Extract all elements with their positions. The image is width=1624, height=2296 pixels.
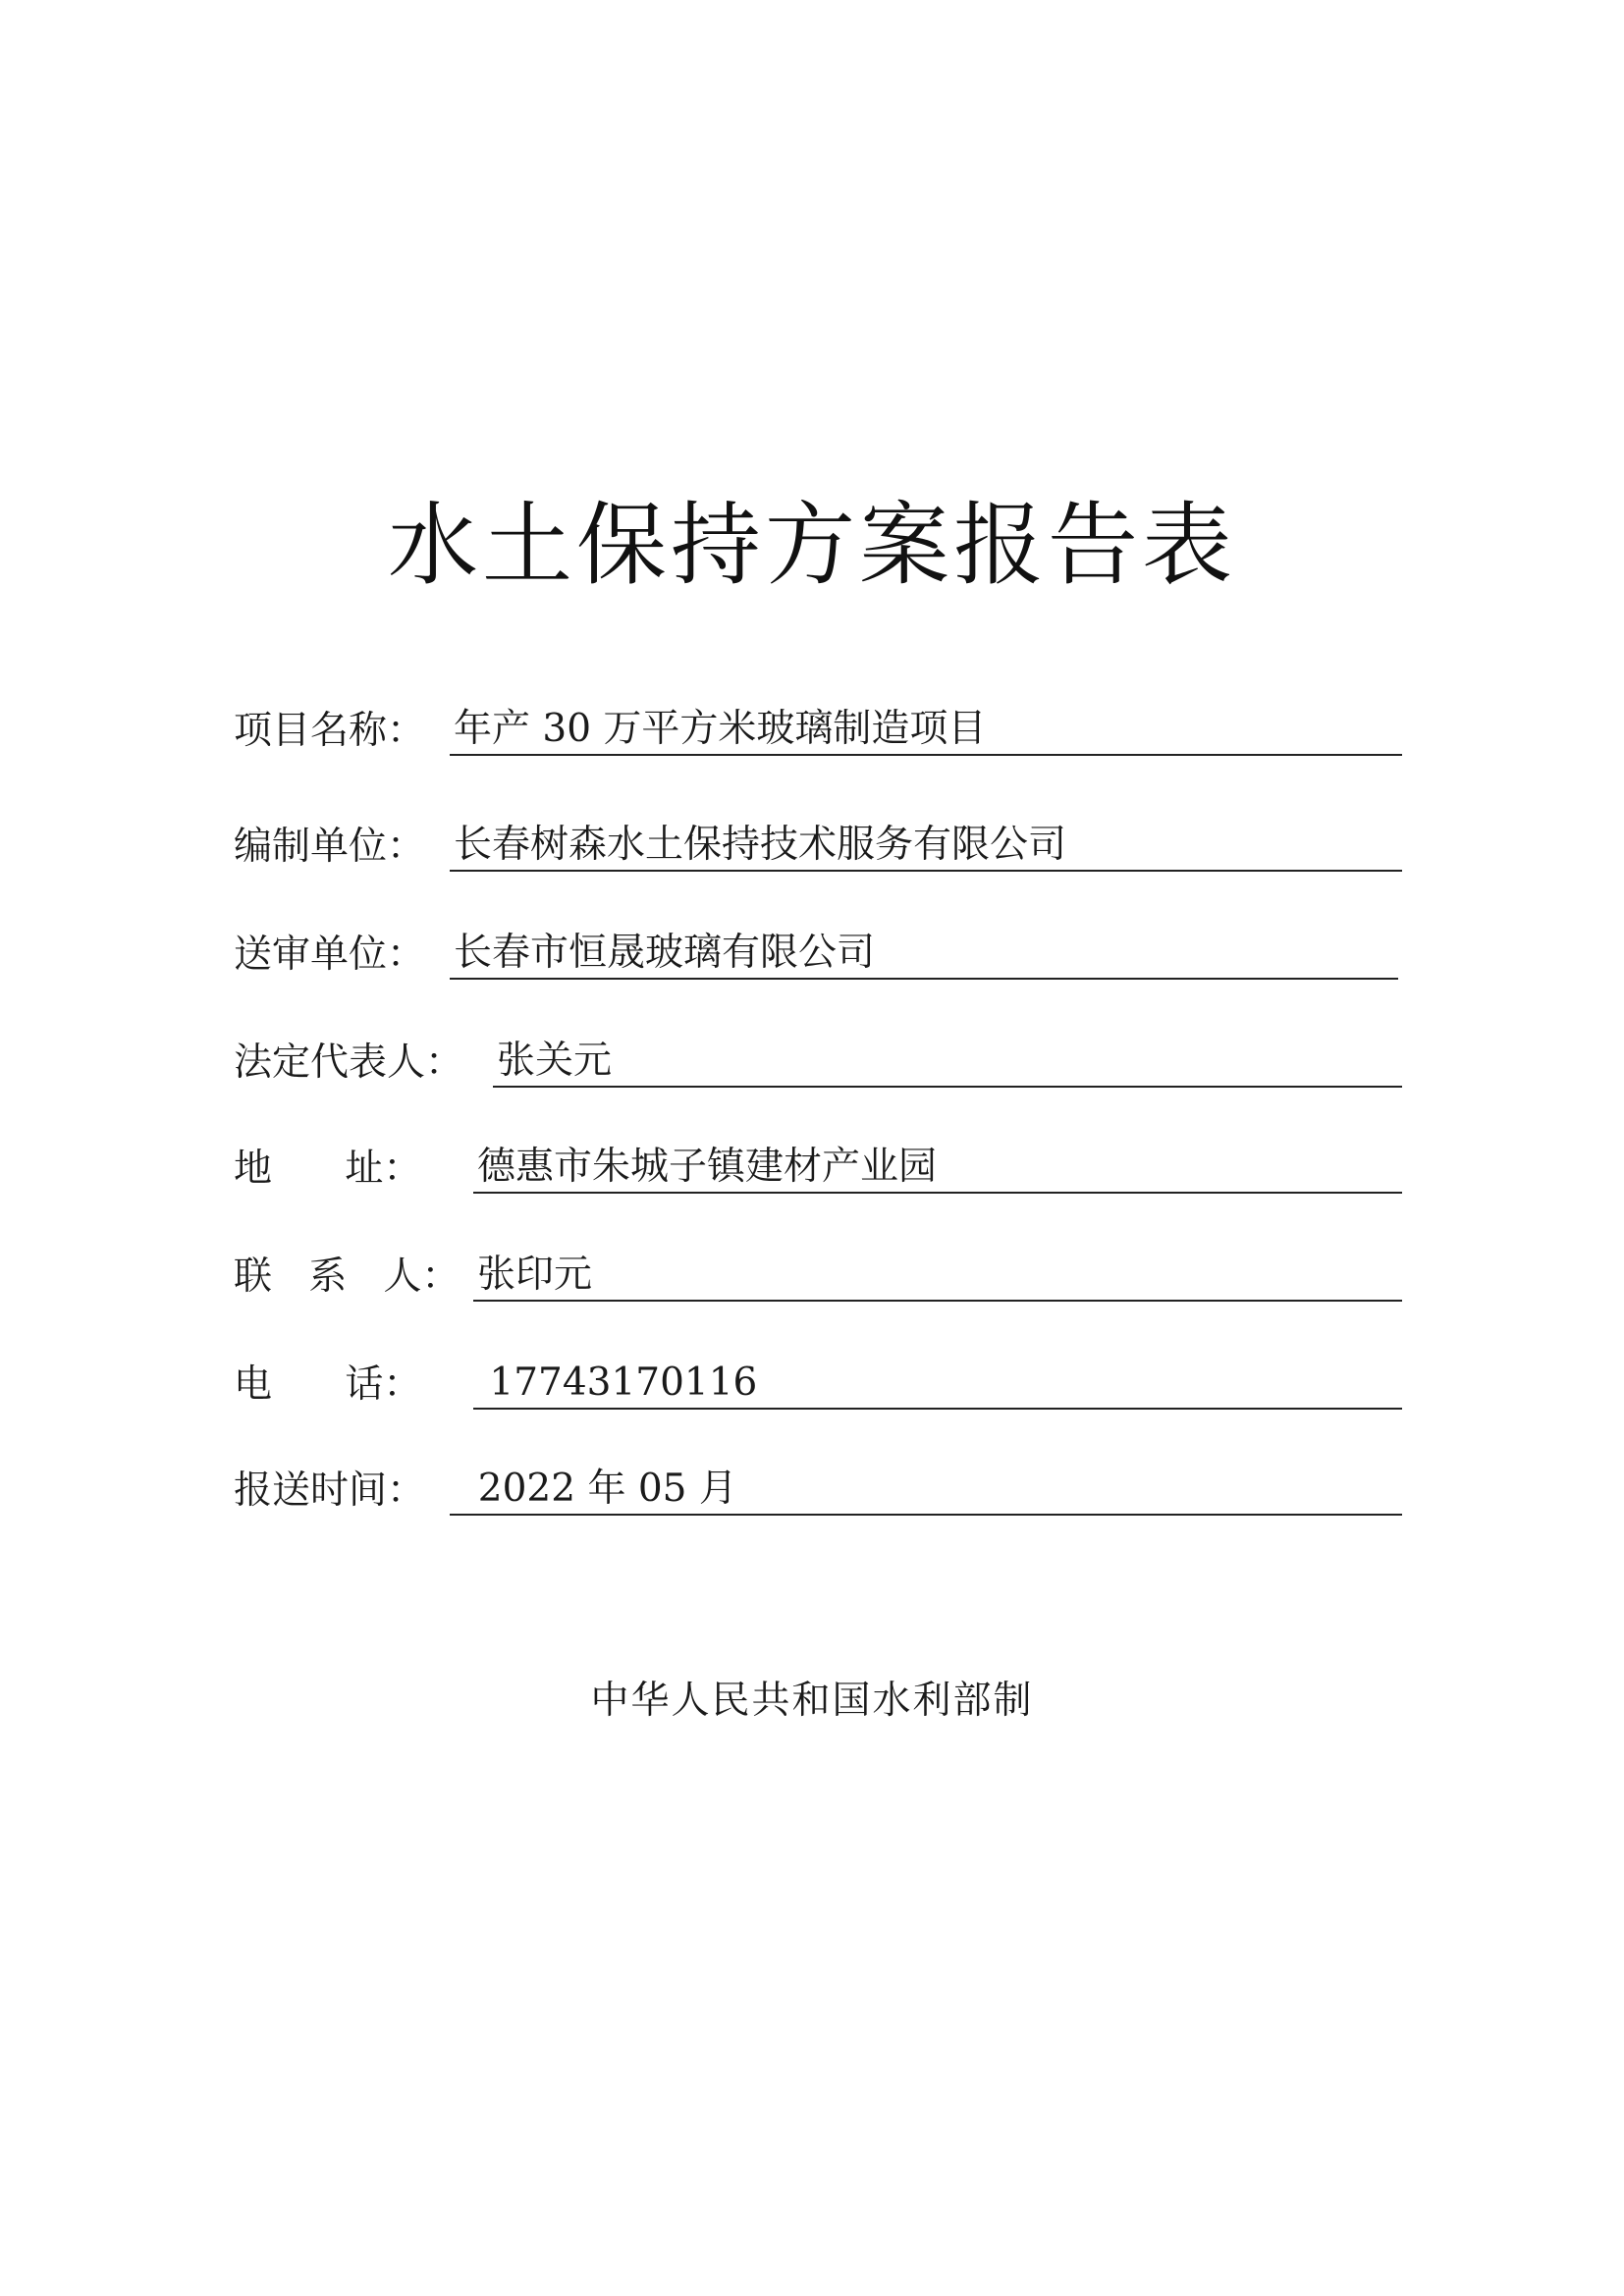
field-value: 年产 30 万平方米玻璃制造项目: [454, 707, 987, 751]
field-telephone: [234, 1361, 1402, 1410]
field-submitting-unit: [234, 931, 1402, 980]
field-address: [234, 1145, 1402, 1194]
field-value-line: [450, 929, 1398, 980]
field-label: 电 话：: [234, 1362, 422, 1407]
document-title: 水土保持方案报告表: [387, 493, 1236, 598]
field-legal-representative: [234, 1039, 1402, 1088]
field-value: 张印元: [477, 1253, 593, 1297]
field-label: 法定代表人：: [234, 1041, 464, 1085]
issuing-authority: 中华人民共和国水利部制: [590, 1679, 1034, 1723]
field-label: 送审单位：: [234, 933, 426, 977]
field-compiling-unit: [234, 823, 1402, 872]
field-value: 2022 年 05 月: [454, 1467, 737, 1511]
field-value-line: [473, 1143, 1402, 1194]
field-contact-person: [234, 1253, 1402, 1302]
field-value: 张关元: [497, 1039, 613, 1083]
field-value: 长春市恒晟玻璃有限公司: [454, 931, 876, 975]
field-value: 德惠市朱城子镇建材产业园: [477, 1145, 938, 1189]
field-project-name: [234, 707, 1402, 756]
field-label: 联 系 人：: [234, 1255, 460, 1299]
field-value-line: [450, 1465, 1402, 1516]
field-value-line: [450, 705, 1402, 756]
field-label: 地 址：: [234, 1147, 422, 1191]
field-submission-date: [234, 1467, 1402, 1516]
field-value: 17743170116: [477, 1361, 758, 1405]
field-value-line: [473, 1359, 1402, 1410]
field-label: 编制单位：: [234, 825, 426, 869]
field-label: 项目名称：: [234, 709, 426, 753]
field-value-line: [493, 1037, 1402, 1088]
field-value-line: [450, 821, 1402, 872]
field-label: 报送时间：: [234, 1468, 426, 1513]
field-value-line: [473, 1251, 1402, 1302]
field-value: 长春树森水土保持技术服务有限公司: [454, 823, 1067, 867]
